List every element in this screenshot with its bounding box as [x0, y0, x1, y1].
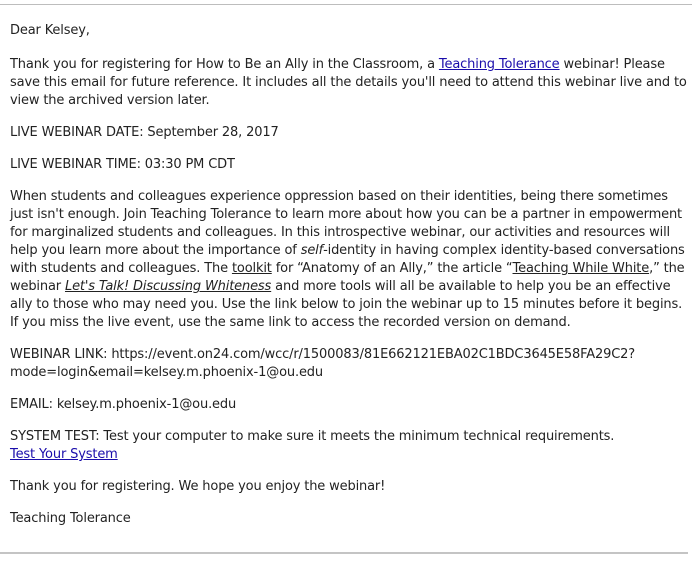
- thanks-line: Thank you for registering. We hope you enjoy the webinar!: [10, 479, 386, 494]
- teaching-tolerance-link[interactable]: Teaching Tolerance: [438, 57, 560, 72]
- top-divider: [0, 4, 692, 5]
- webinar-link-paragraph: [10, 346, 690, 382]
- intro-text-before: Thank you for registering for How to Be an Ally in the Classroom, a: [10, 57, 439, 72]
- article-link[interactable]: Teaching While White: [512, 261, 650, 276]
- description-part-4: ,” the webinar: [10, 261, 685, 294]
- webinar-link-line-1: WEBINAR LINK: https://event.on24.com/wcc/r/1500083/81E662121EBA02C1BDC3645E58FA29C2?: [10, 347, 636, 362]
- intro-text-after: webinar! Please save this email for future reference. It includes all the details you'll need to attend this webinar live and to view the archived version later.: [10, 57, 687, 108]
- description-paragraph: [10, 188, 690, 332]
- test-your-system-link[interactable]: Test Your System: [10, 447, 118, 462]
- email-body: [10, 22, 690, 542]
- webinar-title-link[interactable]: Let's Talk! Discussing Whiteness: [64, 279, 272, 294]
- live-webinar-time: LIVE WEBINAR TIME: 03:30 PM CDT: [10, 157, 235, 172]
- description-part-5: and more tools will all be available to help you be an effective ally to those who may need you. Use the link below to join the webinar up to 15 minutes before it begins. If you miss the live event, use the same link to access the recorded version on demand.: [10, 279, 683, 330]
- description-part-1: When students and colleagues experience oppression based on their identities, being there sometimes just isn't enough. Join Teaching Tolerance to learn more about how you can be a partner in empowerment for marginalized students and colleagues. In this introspective webinar, our activities and resources will help you learn more about the importance of: [10, 189, 682, 258]
- toolkit-link[interactable]: toolkit: [231, 261, 272, 276]
- webinar-link-line-2: mode=login&email=kelsey.m.phoenix-1@ou.edu: [10, 365, 323, 380]
- bottom-divider: [0, 552, 688, 554]
- email-address-line: EMAIL: kelsey.m.phoenix-1@ou.edu: [10, 397, 237, 412]
- intro-paragraph: [10, 56, 690, 110]
- live-webinar-date: LIVE WEBINAR DATE: September 28, 2017: [10, 125, 279, 140]
- signature: Teaching Tolerance: [10, 511, 131, 526]
- system-test-text: SYSTEM TEST: Test your computer to make sure it meets the minimum technical requirements.: [10, 429, 615, 444]
- self-italic: self: [300, 243, 324, 258]
- description-part-3: for “Anatomy of an Ally,” the article “: [271, 261, 513, 276]
- description-part-2: -identity in having complex identity-based conversations with students and colleagues. The: [10, 243, 685, 276]
- greeting: Dear Kelsey,: [10, 23, 90, 38]
- system-test-paragraph: [10, 428, 690, 464]
